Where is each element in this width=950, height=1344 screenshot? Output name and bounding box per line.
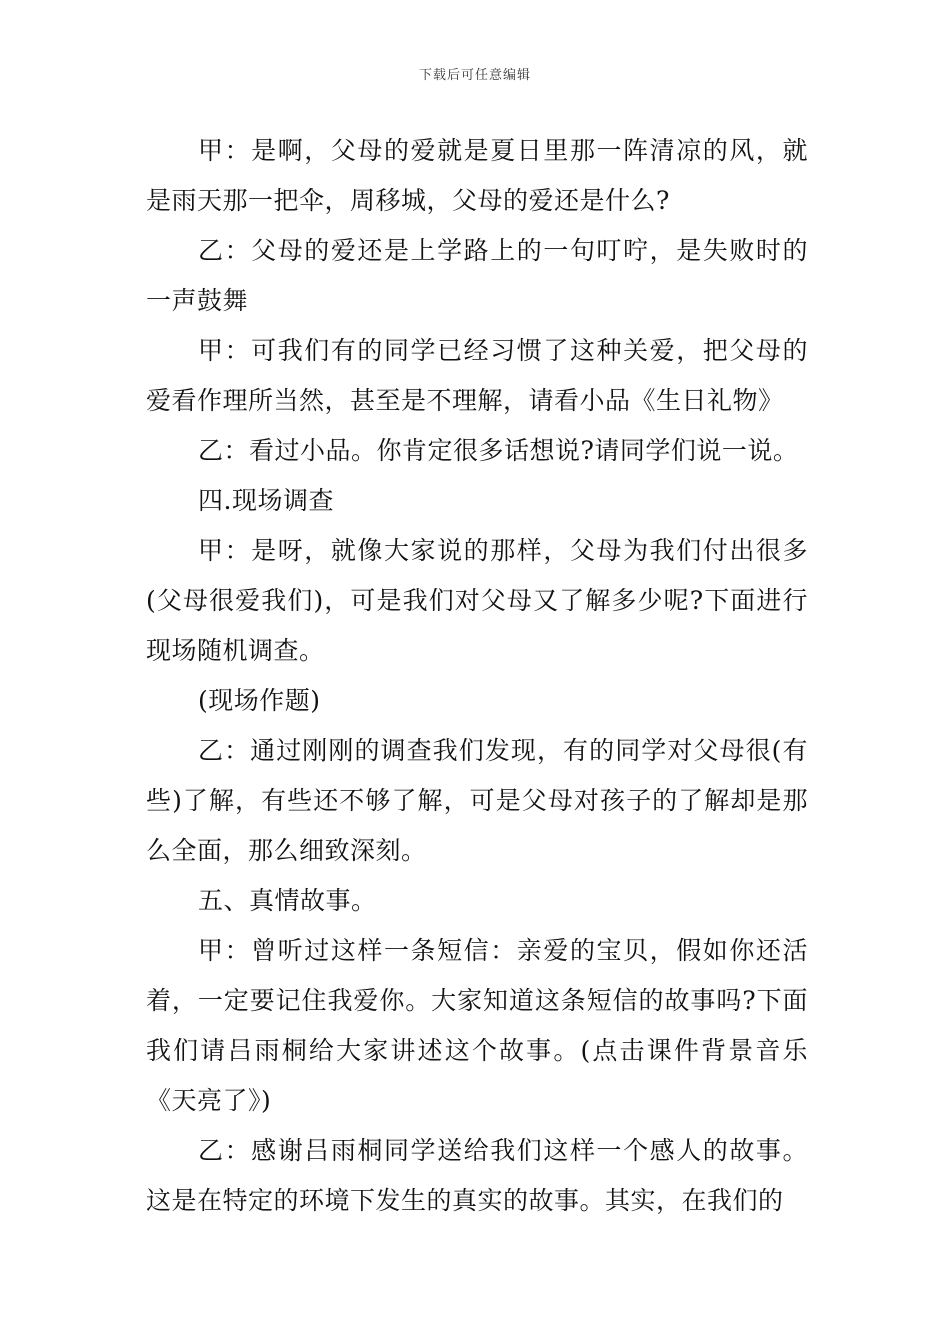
paragraph-3: 甲：可我们有的同学已经习惯了这种关爱，把父母的爱看作理所当然，甚至是不理解，请看小品《生日礼物》: [146, 336, 808, 415]
paragraph-1: 甲：是啊，父母的爱就是夏日里那一阵清凉的风，就是雨天那一把伞，周移城，父母的爱还是什么?: [146, 136, 808, 215]
paragraph-4: 乙：看过小品。你肯定很多话想说?请同学们说一说。: [198, 436, 799, 465]
page-header: 下载后可任意编辑: [418, 68, 531, 83]
section-heading-5: 五、真情故事。: [198, 886, 377, 915]
section-heading-4: 四.现场调查: [198, 486, 334, 515]
paragraph-8: 乙：感谢吕雨桐同学送给我们这样一个感人的故事。这是在特定的环境下发生的真实的故事。其实，在我们的: [146, 1136, 808, 1215]
paragraph-7: 甲：曾听过这样一条短信：亲爱的宝贝，假如你还活着，一定要记住我爱你。大家知道这条短信的故事吗?下面我们请吕雨桐给大家讲述这个故事。(点击课件背景音乐《天亮了》): [146, 936, 808, 1115]
document-body: [146, 126, 808, 1226]
paragraph-2: 乙：父母的爱还是上学路上的一句叮咛，是失败时的一声鼓舞: [146, 236, 808, 315]
stage-note: (现场作题): [198, 686, 321, 715]
paragraph-5: 甲：是呀，就像大家说的那样，父母为我们付出很多(父母很爱我们)，可是我们对父母又了解多少呢?下面进行现场随机调查。: [146, 536, 808, 665]
paragraph-6: 乙：通过刚刚的调查我们发现，有的同学对父母很(有些)了解，有些还不够了解，可是父母对孩子的了解却是那么全面，那么细致深刻。: [146, 736, 808, 865]
